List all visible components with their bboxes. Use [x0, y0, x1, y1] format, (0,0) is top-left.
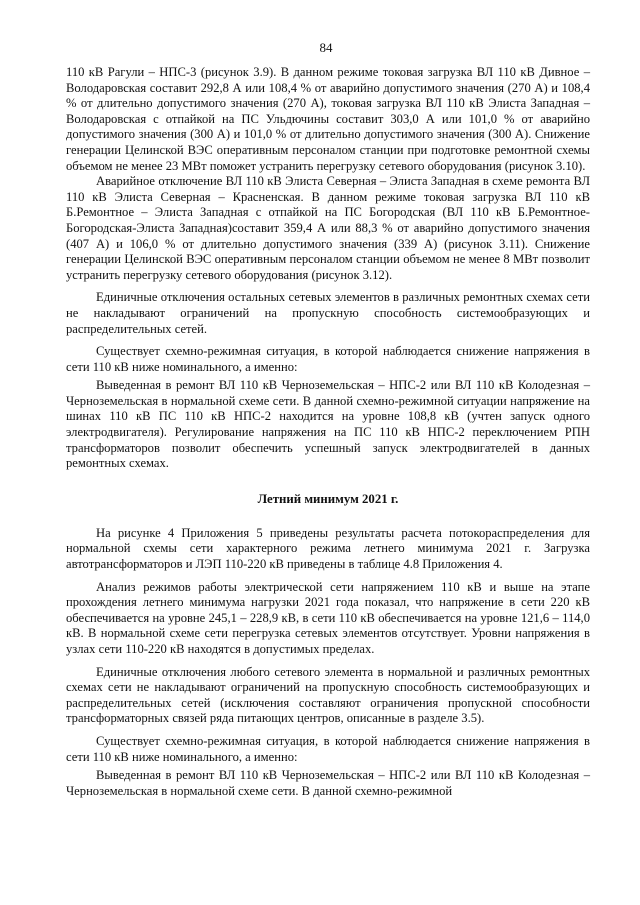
paragraph-repair-scenario: Выведенная в ремонт ВЛ 110 кВ Черноземельская – НПС-2 или ВЛ 110 кВ Колодезная – Черноземельская в нормальной схеме сети. В данной схемно-режимной ситуации напряжение на шинах 110 кВ ПС 110 кВ НПС-2 находится на уровне 108,8 кВ (учтен запуск одного электродвигателя). Регулирование напряжения на ПС 110 кВ НПС-2 переключением РПН трансформаторов позволит обеспечить успешный запуск электродвигателей в данных ремонтных схемах.: [66, 378, 590, 471]
paragraph-repair-scenario-summer: Выведенная в ремонт ВЛ 110 кВ Черноземельская – НПС-2 или ВЛ 110 кВ Колодезная – Черноземельская в нормальной схеме сети. В данной схемно-режимной: [66, 768, 590, 798]
paragraph-voltage-drop-intro-summer: Существует схемно-режимная ситуация, в которой наблюдается снижение напряжения в сети 110 кВ ниже номинального, а именно:: [66, 733, 590, 764]
paragraph-single-outages: Единичные отключения остальных сетевых элементов в различных ремонтных схемах сети не накладывают ограничений на пропускную способность системообразующих и распределительных сетей.: [66, 290, 590, 336]
paragraph-summer-min-results: На рисунке 4 Приложения 5 приведены результаты расчета потокораспределения для нормальной схемы сети характерного режима летнего минимума 2021 г. Загрузка автотрансформаторов и ЛЭП 110-220 кВ приведены в таблице 4.8 Приложения 4.: [66, 525, 590, 572]
section-heading: Летний минимум 2021 г.: [257, 491, 399, 506]
paragraph-emergency-outage: Аварийное отключение ВЛ 110 кВ Элиста Северная – Элиста Западная в схеме ремонта ВЛ 110 кВ Элиста Северная – Красненская. В данном режиме токовая загрузка ВЛ 110 кВ Б.Ремонтное – Элиста Западная с отпайкой на ПС Богородская (ВЛ 110 кВ Б.Ремонтное-Богородская-Элиста Западная)составит 359,4 А или 88,3 % от аварийно допустимого значения (407 А) и 106,0 % от длительно допустимого значения (339 А) (рисунок 3.11). Снижение генерации Целинской ВЭС оперативным персоналом станции объемом не менее 8 МВт позволит устранить перегрузку сетевого оборудования (рисунок 3.12).: [66, 174, 590, 282]
paragraph-overload-continuation: 110 кВ Рагули – НПС-3 (рисунок 3.9). В данном режиме токовая загрузка ВЛ 110 кВ Дивное – Володаровская составит 292,8 А или 108,4 % от аварийно допустимого значения (270 А) и 108,4 % от длительно допустимого значения (270 А), токовая загрузка ВЛ 110 кВ Элиста Западная – Володаровская с отпайкой на ПС Ульдючины составит 303,0 А или 101,0 % от аварийно допустимого значения (300 А) и 101,0 % от длительно допустимого значения (300 А). Снижение генерации Целинской ВЭС оперативным персоналом станции при подготовке ремонтной схемы объемом не менее 23 МВт поможет устранить перегрузку сетевого оборудования (рисунок 3.10).: [66, 65, 590, 173]
paragraph-grid-analysis: Анализ режимов работы электрической сети напряжением 110 кВ и выше на этапе прохождения летнего минимума нагрузки 2021 года показал, что напряжение в сети 220 кВ обеспечивается на уровне 245,1 – 228,9 кВ, в сети 110 кВ обеспечивается на уровне 121,6 – 114,0 кВ. В нормальной схеме сети перегрузка сетевых элементов отсутствует. Уровни напряжения в узлах сети 110-220 кВ находятся в допустимых пределах.: [66, 579, 590, 656]
page-number: 84: [319, 40, 333, 55]
paragraph-single-outages-summer: Единичные отключения любого сетевого элемента в нормальной и различных ремонтных схемах сети не накладывают ограничений на пропускную способность системообразующих и распределительных сетей (исключения составляют ограничения пропускной способности трансформаторных связей ряда питающих центров, описанные в разделе 3.5).: [66, 664, 590, 726]
paragraph-voltage-drop-intro: Существует схемно-режимная ситуация, в которой наблюдается снижение напряжения в сети 110 кВ ниже номинального, а именно:: [66, 344, 590, 374]
